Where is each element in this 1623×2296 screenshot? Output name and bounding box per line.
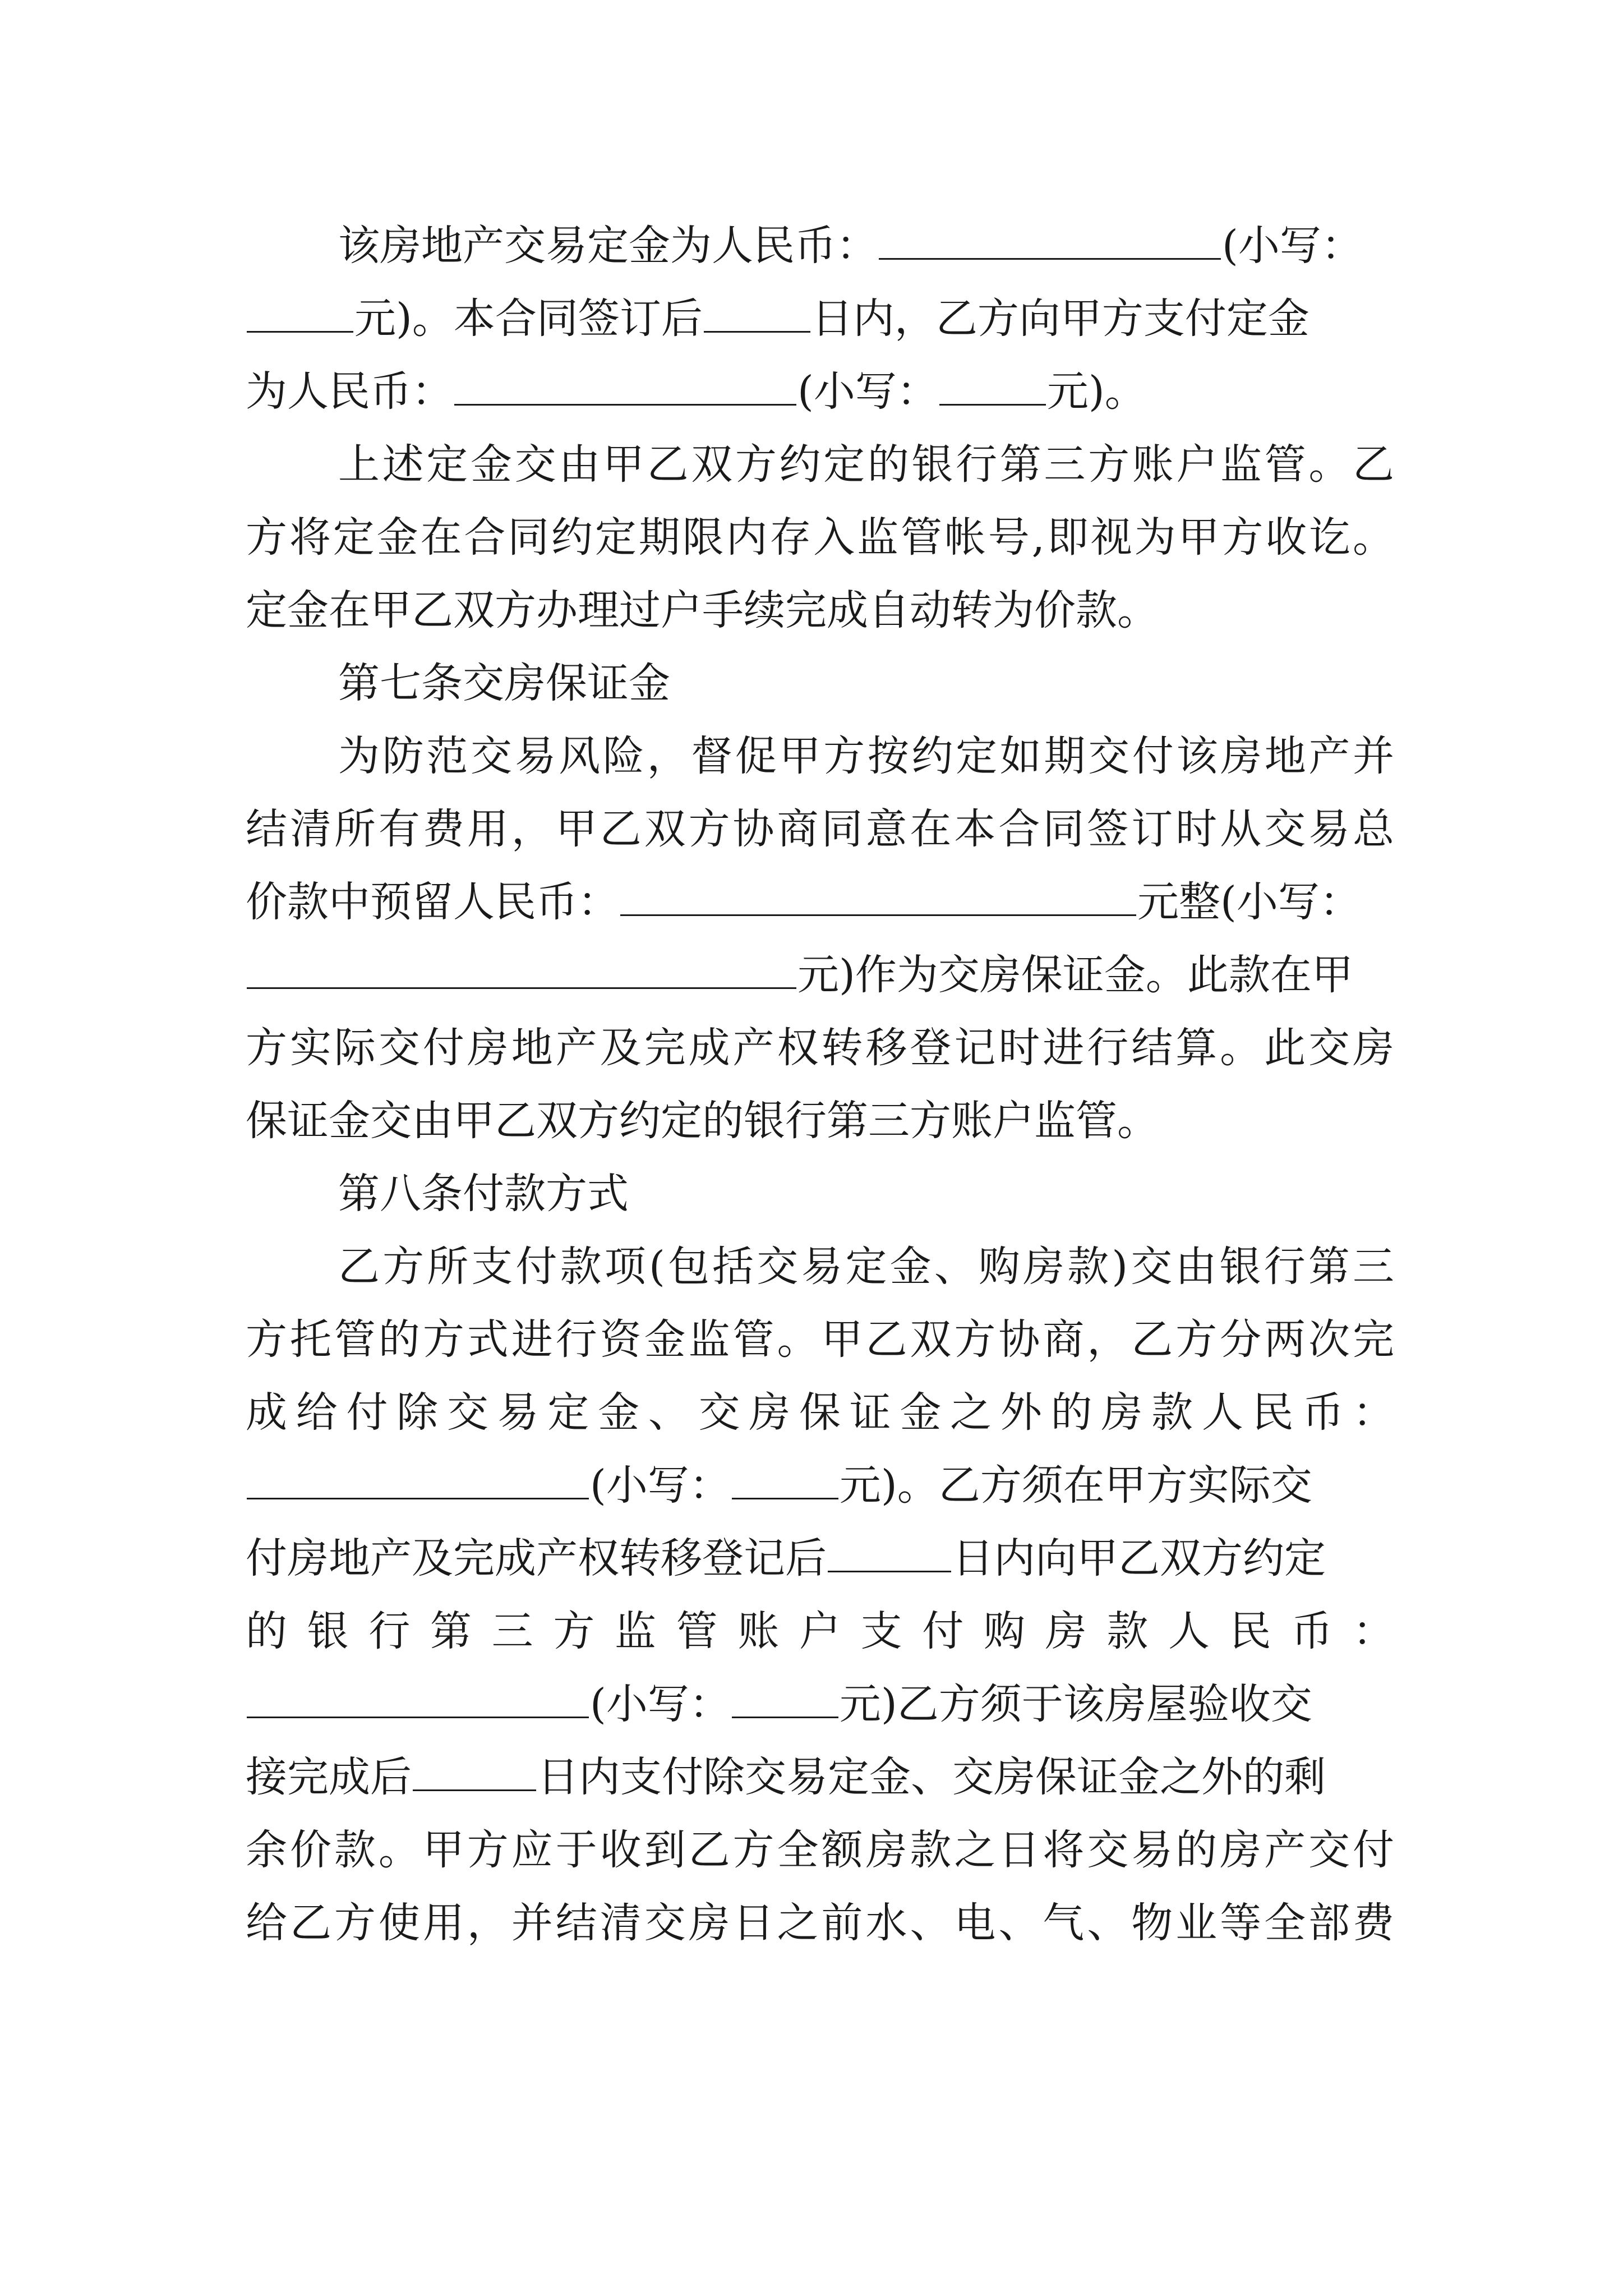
- fill-blank: [828, 1533, 951, 1572]
- text-line: 接完成后 日内支付除交易定金、交房保证金之外的剩: [246, 1753, 1326, 1801]
- paragraph-line: 为防范交易风险，督促甲方按约定如期交付该房地产并: [338, 732, 1394, 780]
- fill-blank: [454, 366, 796, 406]
- text-line: 元)作为交房保证金。此款在甲: [246, 936, 1394, 1014]
- paragraph-line: 定金在甲乙双方办理过户手续完成自动转为价款。: [246, 586, 1159, 634]
- paragraph-line: 方将定金在合同约定期限内存入监管帐号,即视为甲方收讫。: [246, 513, 1394, 562]
- fill-blank: [247, 293, 353, 333]
- fill-blank: [247, 1460, 589, 1499]
- fill-blank: [620, 877, 1136, 916]
- paragraph-line: 余价款。甲方应于收到乙方全额房款之日将交易的房产交付: [246, 1826, 1394, 1874]
- text-line: (小写： 元)乙方须于该房屋验收交: [246, 1665, 1394, 1743]
- fill-blank: [732, 1460, 838, 1499]
- fill-blank: [939, 366, 1046, 406]
- fill-blank: [247, 950, 796, 989]
- paragraph-line: 方托管的方式进行资金监管。甲乙双方协商，乙方分两次完: [246, 1315, 1394, 1364]
- text-line: (小写： 元)。乙方须在甲方实际交: [246, 1446, 1394, 1525]
- fill-blank: [247, 1679, 589, 1718]
- text-line: 为人民币： (小写： 元)。: [246, 367, 1146, 416]
- paragraph-line: 保证金交由甲乙双方约定的银行第三方账户监管。: [246, 1097, 1159, 1145]
- text-line: 该房地产交易定金为人民币： (小写：: [338, 222, 1363, 270]
- text-line: 价款中预留人民币： 元整(小写：: [246, 878, 1361, 926]
- fill-blank: [732, 1679, 838, 1718]
- paragraph-line: 乙方所支付款项(包括交易定金、购房款)交由银行第三: [338, 1243, 1394, 1291]
- fill-blank: [879, 220, 1221, 260]
- paragraph-line: 结清所有费用，甲乙双方协商同意在本合同签订时从交易总: [246, 805, 1394, 853]
- section-heading: 第八条付款方式: [338, 1170, 629, 1218]
- paragraph-line: 成给付除交易定金、交房保证金之外的房款人民币：: [246, 1388, 1394, 1437]
- text-line: 付房地产及完成产权转移登记后 日内向甲乙双方约定: [246, 1534, 1326, 1582]
- paragraph-line: 方实际交付房地产及完成产权转移登记时进行结算。此交房: [246, 1024, 1394, 1072]
- fill-blank: [704, 293, 810, 333]
- fill-blank: [413, 1752, 536, 1791]
- paragraph-line: 上述定金交由甲乙双方约定的银行第三方账户监管。乙: [338, 440, 1394, 489]
- section-heading: 第七条交房保证金: [338, 659, 670, 707]
- text-line: 元)。本合同签订后 日内，乙方向甲方支付定金: [246, 279, 1394, 358]
- paragraph-line: 给乙方使用，并结清交房日之前水、电、气、物业等全部费: [246, 1899, 1394, 1947]
- paragraph-line: 的银行第三方监管账户支付购房款人民币：: [246, 1607, 1394, 1655]
